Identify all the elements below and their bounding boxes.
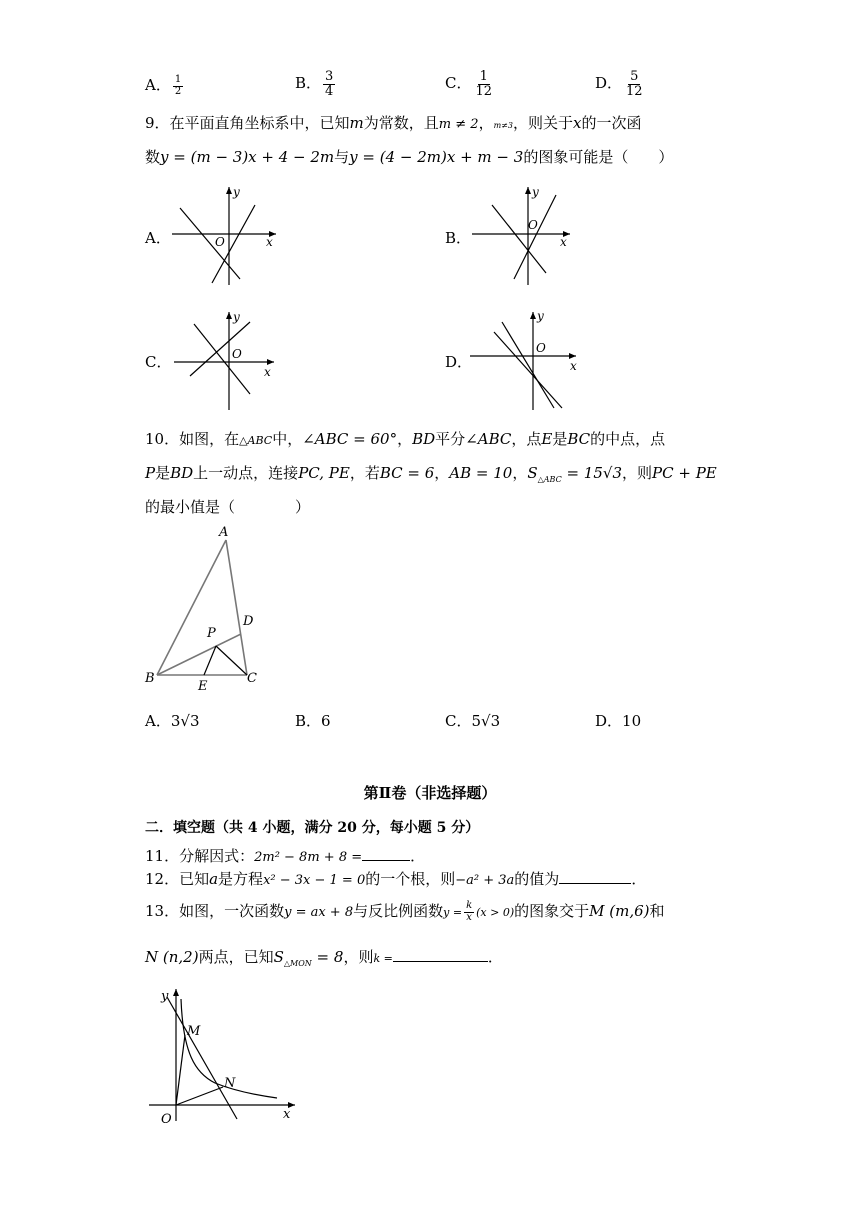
segment-on [176, 1087, 223, 1105]
q8-option-a: A． $\frac{1}{2}$ [145, 74, 182, 97]
q9-graph-b [470, 183, 580, 287]
q8-option-c: C． $\frac{1}{12}$ [445, 69, 493, 99]
label-c: C [247, 671, 257, 686]
q13-answer-blank[interactable] [393, 961, 488, 962]
segment-ac [226, 540, 247, 675]
q10-triangle-figure [143, 520, 263, 692]
q9-option-d-label: D． [445, 353, 473, 371]
x-label: x [264, 365, 271, 379]
q9-graph-d [466, 308, 581, 412]
q10-option-a: A．3√3 [145, 712, 200, 730]
line-1 [492, 205, 546, 273]
x-label: x [560, 235, 567, 249]
y-label: y [161, 989, 169, 1004]
q12-answer-blank[interactable] [559, 883, 631, 884]
q11-answer-blank[interactable] [362, 860, 410, 861]
y-arrow-icon [173, 989, 179, 996]
origin-label: O [528, 218, 538, 232]
y-label: y [532, 185, 539, 199]
label-d: D [243, 614, 254, 629]
q10-option-b: B．6 [295, 712, 331, 730]
line-1 [180, 208, 240, 279]
q10-line2: P是BD上一动点，连接PC, PE，若BC = 6，AB = 10，$S_{\triangle ABC} = 15√3$，则PC + PE [145, 464, 717, 484]
q9-option-c-label: C． [145, 353, 172, 371]
y-label: y [233, 185, 240, 199]
q9-line1: 9．在平面直角坐标系中，已知m为常数，且m ≠ 2，m≠3，则关于x的一次函 [145, 114, 642, 132]
y-label: y [233, 310, 240, 324]
segment-bd [157, 634, 241, 675]
section-heading: 二．填空题（共 4 小题，满分 20 分，每小题 5 分） [145, 820, 480, 836]
q10-line1: 10．如图，在△ABC中，∠ABC = 60°，BD平分∠ABC，点E是BC的中点，点 [145, 430, 666, 448]
label-m: M [187, 1024, 201, 1039]
y-arrow-icon [226, 312, 232, 319]
origin-label: O [215, 235, 225, 249]
q13-graph [145, 983, 305, 1128]
y-arrow-icon [226, 187, 232, 194]
q9-option-a-label: A． [145, 229, 171, 247]
q9-option-b-label: B． [445, 229, 472, 247]
q8-option-d: D． $\frac{5}{12}$ [595, 69, 643, 99]
q9-graph-c [170, 308, 280, 412]
label-b: B [145, 671, 155, 686]
segment-ab [157, 540, 226, 675]
origin-label: O [232, 347, 242, 361]
q9-line2: 数y = (m − 3)x + 4 − 2m与y = (4 − 2m)x + m − 3的图象可能是（ ） [145, 148, 674, 166]
label-p: P [207, 626, 216, 641]
q13-line1: 13．如图，一次函数y = ax + 8与反比例函数y = $\frac{k}{x}$ (x > 0)的图象交于M (m,6)和 [145, 900, 665, 923]
q13-line2: N (n,2)两点，已知$S_{\triangle MON} = 8$，则k = ． [145, 948, 503, 968]
q12-line: 12．已知a是方程x² − 3x − 1 = 0的一个根，则−a² + 3a的值为 ． [145, 870, 647, 888]
line-2 [514, 195, 556, 279]
label-e: E [198, 679, 208, 692]
q8-option-b: B． $\frac{3}{4}$ [295, 69, 334, 99]
segment-om [176, 1035, 185, 1105]
y-label: y [537, 309, 544, 323]
origin-label: O [161, 1112, 172, 1127]
segment-pc [216, 646, 247, 675]
label-n: N [224, 1076, 236, 1091]
line-2 [494, 332, 562, 408]
q10-option-c: C．5√3 [445, 712, 501, 730]
q9-graph-a [170, 183, 280, 287]
q10-line3: 的最小值是（ ） [145, 498, 311, 516]
origin-label: O [536, 341, 546, 355]
x-label: x [570, 359, 577, 373]
y-arrow-icon [530, 312, 536, 319]
line-y-ax-8 [167, 997, 237, 1119]
line-1 [502, 322, 554, 408]
y-arrow-icon [525, 187, 531, 194]
q10-option-d: D．10 [595, 712, 642, 730]
x-label: x [266, 235, 273, 249]
section-title: 第Ⅱ卷（非选择题） [363, 784, 497, 802]
q11-line: 11．分解因式：2m² − 8m + 8 = ． [145, 847, 426, 865]
x-label: x [283, 1107, 291, 1122]
label-a: A [219, 525, 229, 540]
